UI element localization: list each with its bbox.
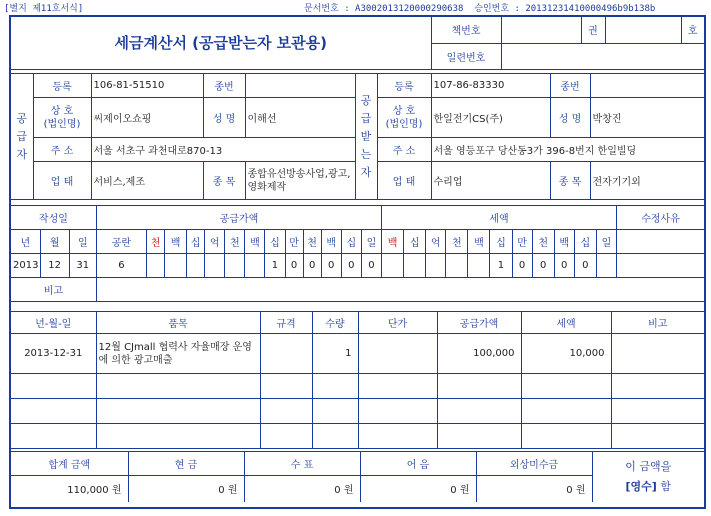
tax-digit: 0 (532, 254, 554, 278)
item-note (611, 374, 704, 399)
year-label: 년 (11, 230, 40, 254)
date-label: 작성일 (11, 206, 96, 230)
supplier-biz-type: 서비스,제조 (91, 162, 203, 200)
buyer-biz-type-label: 업 태 (377, 162, 431, 200)
item-spec (260, 334, 312, 374)
buyer-name-label: 성 명 (550, 98, 590, 138)
item-tax (521, 424, 611, 449)
revision-reason-label: 수정사유 (617, 206, 704, 230)
blank-count-label: 공란 (96, 230, 146, 254)
buyer-sub-label: 종번 (550, 74, 590, 98)
supply-digit (225, 254, 245, 278)
items-header-supply: 공급가액 (437, 312, 521, 334)
tax-digit-label: 십 (574, 230, 596, 254)
supplier-biz-item: 종합유선방송사업,광고,영화제작 (245, 162, 355, 200)
item-qty (312, 399, 358, 424)
supply-digit (147, 254, 165, 278)
supply-digit (187, 254, 205, 278)
tax-amount-label: 세액 (382, 206, 617, 230)
supplier-addr-label: 주 소 (33, 138, 91, 162)
buyer-company: 한일전기CS(주) (431, 98, 550, 138)
item-tax (521, 399, 611, 424)
day-value: 31 (69, 254, 96, 278)
amounts-table (11, 205, 704, 302)
form-number: [별지 제11호서식] (4, 4, 84, 14)
table-row (11, 424, 704, 449)
buyer-biz-item: 전자기기외 (590, 162, 704, 200)
volume-label: 권 (581, 17, 605, 43)
supply-digit-label: 천 (147, 230, 165, 254)
tax-digit: 0 (512, 254, 532, 278)
item-date (11, 424, 96, 449)
tax-digit: 0 (554, 254, 574, 278)
revision-reason-value (617, 230, 704, 254)
tax-digit (426, 254, 446, 278)
serial-no-value (501, 43, 704, 69)
note-bill-label: 어 음 (360, 452, 476, 476)
tax-digit-label: 천 (446, 230, 468, 254)
supply-digit-label: 억 (205, 230, 225, 254)
item-supply (437, 424, 521, 449)
tax-digit (446, 254, 468, 278)
supply-digit (165, 254, 187, 278)
book-no-value (501, 17, 581, 43)
supply-digit-label: 백 (245, 230, 265, 254)
item-name (96, 424, 260, 449)
buyer-biz-item-label: 종 목 (550, 162, 590, 200)
day-label: 일 (69, 230, 96, 254)
item-price (358, 424, 437, 449)
supply-digit: 0 (321, 254, 341, 278)
cash-value: 0 원 (128, 476, 244, 502)
item-spec (260, 374, 312, 399)
invoice-frame (9, 15, 706, 509)
revision-reason-blank (617, 254, 704, 278)
buyer-reg-no: 107-86-83330 (431, 74, 550, 98)
tax-digit: 0 (574, 254, 596, 278)
item-note (611, 399, 704, 424)
supply-amount-label: 공급가액 (96, 206, 381, 230)
receipt-type: [영수] (625, 479, 657, 493)
supply-digit (205, 254, 225, 278)
blank-count-value: 6 (96, 254, 146, 278)
supply-digit-label: 천 (225, 230, 245, 254)
totals-table (11, 451, 704, 502)
item-name (96, 374, 260, 399)
supplier-reg-no: 106-81-51510 (91, 74, 203, 98)
invoice-title: 세금계산서 (공급받는자 보관용) (11, 17, 431, 69)
supply-digit-label: 만 (285, 230, 303, 254)
items-header-date: 년-월-일 (11, 312, 96, 334)
supply-digit: 0 (341, 254, 361, 278)
tax-digit-label: 일 (596, 230, 616, 254)
parties-table (11, 73, 704, 200)
item-qty: 1 (312, 334, 358, 374)
item-price (358, 334, 437, 374)
supplier-name: 이해선 (245, 98, 355, 138)
item-date (11, 374, 96, 399)
tax-digit (382, 254, 404, 278)
supply-digit-label: 일 (361, 230, 381, 254)
title-table (11, 17, 704, 70)
buyer-name: 박창진 (590, 98, 704, 138)
item-date (11, 399, 96, 424)
tax-digit-label: 백 (468, 230, 490, 254)
credit-value: 0 원 (476, 476, 592, 502)
items-header-spec: 규격 (260, 312, 312, 334)
receipt-claim: 이 금액을 [영수] 함 (592, 452, 704, 502)
supplier-name-label: 성 명 (203, 98, 245, 138)
tax-digit: 1 (490, 254, 512, 278)
item-tax: 10,000 (521, 334, 611, 374)
item-supply: 100,000 (437, 334, 521, 374)
cash-label: 현 금 (128, 452, 244, 476)
buyer-biz-type: 수리업 (431, 162, 550, 200)
item-date: 2013-12-31 (11, 334, 96, 374)
supplier-reg-label: 등록 (33, 74, 91, 98)
supplier-biz-item-label: 종 목 (203, 162, 245, 200)
tax-digit-label: 만 (512, 230, 532, 254)
items-header-price: 단가 (358, 312, 437, 334)
supply-digit-label: 백 (165, 230, 187, 254)
buyer-addr: 서울 영등포구 당산동3가 396-8번지 한일빌딩 (431, 138, 704, 162)
item-spec (260, 424, 312, 449)
note-value (96, 278, 704, 302)
check-label: 수 표 (244, 452, 360, 476)
supply-digit: 1 (265, 254, 285, 278)
buyer-company-label: 상 호 (법인명) (377, 98, 431, 138)
item-name: 12월 CJmall 협력사 자율매장 운영에 의한 광고매출 (96, 334, 260, 374)
total-amount-label: 합계 금액 (11, 452, 128, 476)
supplier-sub-label: 종번 (203, 74, 245, 98)
tax-digit-label: 십 (490, 230, 512, 254)
items-table (11, 311, 704, 449)
supply-digit-label: 십 (187, 230, 205, 254)
item-qty (312, 374, 358, 399)
tax-digit (468, 254, 490, 278)
buyer-addr-label: 주 소 (377, 138, 431, 162)
buyer-sub-value (590, 74, 704, 98)
total-amount-value: 110,000 원 (11, 476, 128, 502)
table-row (11, 374, 704, 399)
item-supply (437, 399, 521, 424)
item-note (611, 334, 704, 374)
supply-digit: 0 (361, 254, 381, 278)
tax-digit (596, 254, 616, 278)
book-no-label: 책번호 (431, 17, 501, 43)
supply-digit (245, 254, 265, 278)
note-bill-value: 0 원 (360, 476, 476, 502)
item-note (611, 424, 704, 449)
item-supply (437, 374, 521, 399)
item-name (96, 399, 260, 424)
item-price (358, 374, 437, 399)
supply-digit-label: 백 (321, 230, 341, 254)
year-value: 2013 (11, 254, 40, 278)
table-row (11, 399, 704, 424)
buyer-reg-label: 등록 (377, 74, 431, 98)
credit-label: 외상미수금 (476, 452, 592, 476)
supplier-company: 씨제이오쇼핑 (91, 98, 203, 138)
item-tax (521, 374, 611, 399)
supplier-company-label: 상 호 (법인명) (33, 98, 91, 138)
items-header-item: 품목 (96, 312, 260, 334)
items-header-tax: 세액 (521, 312, 611, 334)
supply-digit-label: 천 (303, 230, 321, 254)
number-value (605, 17, 681, 43)
item-qty (312, 424, 358, 449)
note-label: 비고 (11, 278, 96, 302)
items-header-note: 비고 (611, 312, 704, 334)
tax-digit-label: 백 (382, 230, 404, 254)
tax-digit (404, 254, 426, 278)
tax-digit-label: 억 (426, 230, 446, 254)
tax-digit-label: 십 (404, 230, 426, 254)
items-header-qty: 수량 (312, 312, 358, 334)
number-label: 호 (681, 17, 704, 43)
item-price (358, 399, 437, 424)
item-spec (260, 399, 312, 424)
tax-digit-label: 백 (554, 230, 574, 254)
supplier-sub-value (245, 74, 355, 98)
month-value: 12 (40, 254, 69, 278)
month-label: 월 (40, 230, 69, 254)
supplier-biz-type-label: 업 태 (33, 162, 91, 200)
supply-digit: 0 (285, 254, 303, 278)
serial-no-label: 일련번호 (431, 43, 501, 69)
supply-digit: 0 (303, 254, 321, 278)
tax-digit-label: 천 (532, 230, 554, 254)
check-value: 0 원 (244, 476, 360, 502)
supplier-addr: 서울 서초구 과천대로870-13 (91, 138, 355, 162)
supplier-side-label: 공 급 자 (11, 74, 33, 200)
document-number: 문서번호 : A3002013120000290638 승인번호 : 20131231410000496b9b138b (304, 4, 656, 14)
table-row (11, 334, 704, 374)
buyer-side-label: 공 급 받 는 자 (355, 74, 377, 200)
supply-digit-label: 십 (341, 230, 361, 254)
supply-digit-label: 십 (265, 230, 285, 254)
